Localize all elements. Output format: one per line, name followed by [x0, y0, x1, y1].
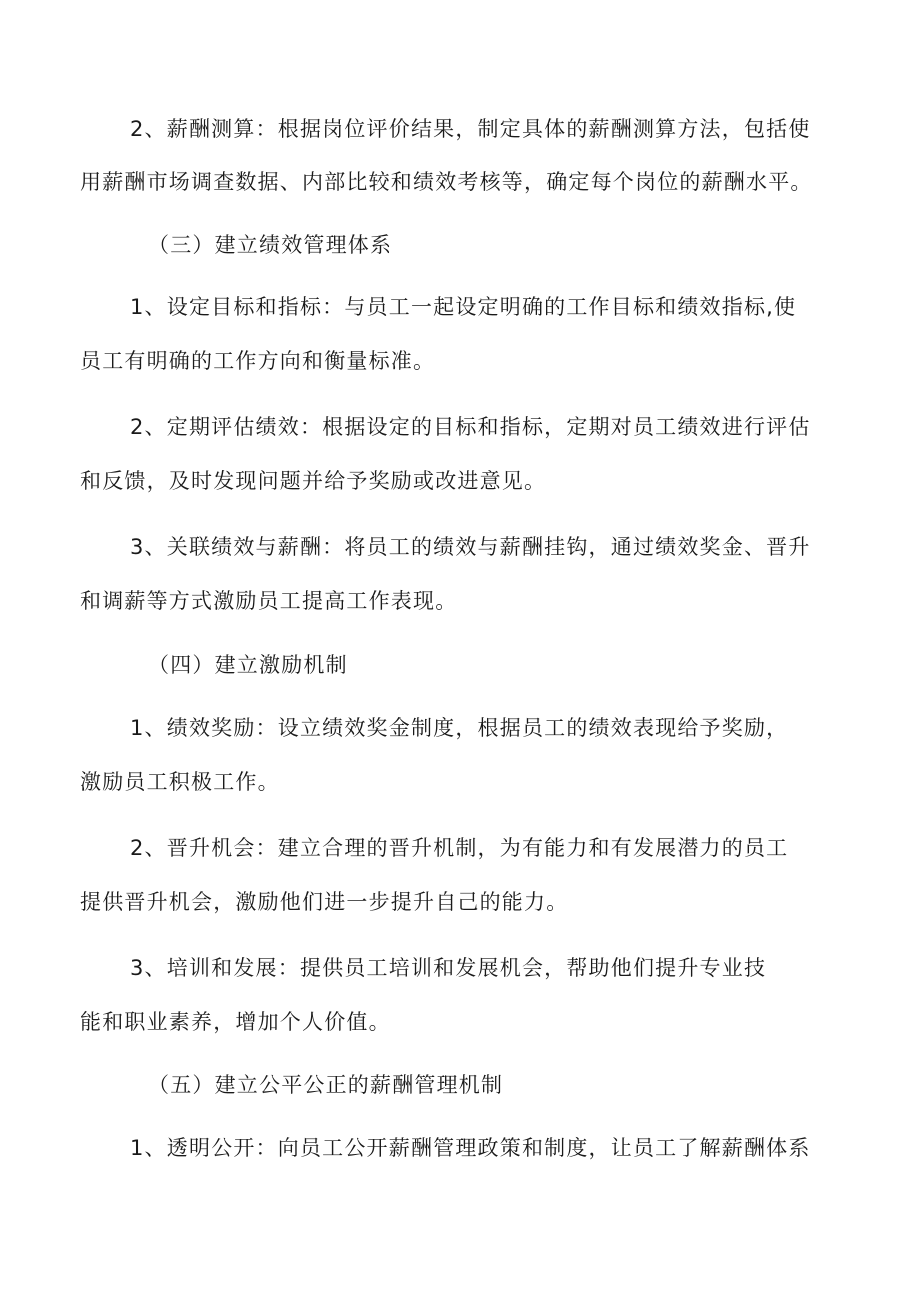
paragraph-training-line-1: 3、培训和发展：提供员工培训和发展机会，帮助他们提升专业技 — [130, 956, 767, 980]
paragraph-evaluate-performance-line-1: 2、定期评估绩效：根据设定的目标和指标，定期对员工绩效进行评估 — [130, 415, 811, 439]
paragraph-evaluate-performance-line-2: 和反馈，及时发现问题并给予奖励或改进意见。 — [80, 469, 547, 493]
paragraph-link-performance-line-2: 和调薪等方式激励员工提高工作表现。 — [80, 589, 458, 613]
paragraph-transparency-line-1: 1、透明公开：向员工公开薪酬管理政策和制度，让员工了解薪酬体系 — [130, 1136, 811, 1160]
section-heading-performance-management: （三）建立绩效管理体系 — [148, 233, 393, 257]
paragraph-promotion-line-2: 提供晋升机会，激励他们进一步提升自己的能力。 — [80, 890, 569, 914]
paragraph-salary-calculation-line-2: 用薪酬市场调查数据、内部比较和绩效考核等，确定每个岗位的薪酬水平。 — [80, 170, 813, 194]
paragraph-salary-calculation-line-1: 2、薪酬测算：根据岗位评价结果，制定具体的薪酬测算方法，包括使 — [130, 117, 811, 141]
paragraph-promotion-line-1: 2、晋升机会：建立合理的晋升机制，为有能力和有发展潜力的员工 — [130, 836, 789, 860]
paragraph-training-line-2: 能和职业素养，增加个人价值。 — [80, 1010, 391, 1034]
paragraph-set-goals-line-2: 员工有明确的工作方向和衡量标准。 — [80, 349, 436, 373]
paragraph-link-performance-line-1: 3、关联绩效与薪酬：将员工的绩效与薪酬挂钩，通过绩效奖金、晋升 — [130, 535, 811, 559]
section-heading-fair-salary-mechanism: （五）建立公平公正的薪酬管理机制 — [148, 1073, 504, 1097]
section-heading-incentive-mechanism: （四）建立激励机制 — [148, 653, 348, 677]
paragraph-performance-reward-line-2: 激励员工积极工作。 — [80, 770, 280, 794]
paragraph-set-goals-line-1: 1、设定目标和指标：与员工一起设定明确的工作目标和绩效指标,使 — [130, 295, 797, 319]
paragraph-performance-reward-line-1: 1、绩效奖励：设立绩效奖金制度，根据员工的绩效表现给予奖励， — [130, 716, 789, 740]
